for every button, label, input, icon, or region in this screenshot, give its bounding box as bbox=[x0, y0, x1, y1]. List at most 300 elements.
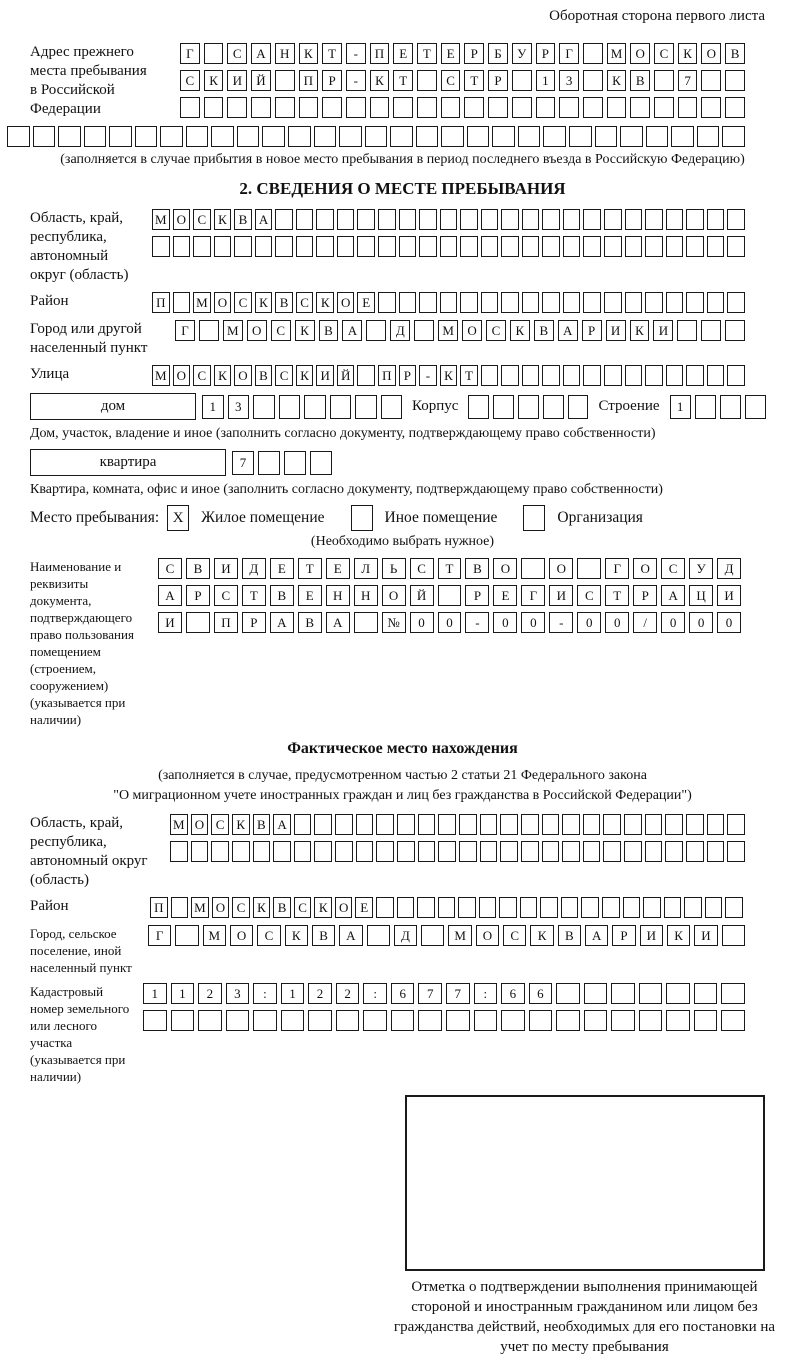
char-cell[interactable] bbox=[720, 395, 741, 419]
char-cell[interactable] bbox=[521, 558, 545, 579]
char-cell[interactable]: О bbox=[337, 292, 355, 313]
char-cell[interactable] bbox=[501, 365, 519, 386]
char-cell[interactable] bbox=[199, 320, 219, 341]
char-cell[interactable] bbox=[357, 365, 375, 386]
char-cell[interactable] bbox=[109, 126, 132, 147]
char-cell[interactable]: В bbox=[255, 365, 273, 386]
char-cell[interactable]: В bbox=[465, 558, 489, 579]
char-cell[interactable] bbox=[583, 292, 601, 313]
char-cell[interactable] bbox=[281, 1010, 305, 1031]
char-cell[interactable]: М bbox=[203, 925, 226, 946]
char-cell[interactable] bbox=[563, 365, 581, 386]
char-cell[interactable] bbox=[625, 365, 643, 386]
char-cell[interactable] bbox=[686, 209, 704, 230]
char-cell[interactable]: 0 bbox=[689, 612, 713, 633]
char-cell[interactable] bbox=[707, 236, 725, 257]
char-cell[interactable]: В bbox=[186, 558, 210, 579]
char-cell[interactable]: Л bbox=[354, 558, 378, 579]
char-cell[interactable]: И bbox=[214, 558, 238, 579]
char-cell[interactable] bbox=[540, 897, 558, 918]
char-cell[interactable] bbox=[664, 897, 682, 918]
char-cell[interactable] bbox=[440, 292, 458, 313]
char-cell[interactable] bbox=[378, 236, 396, 257]
char-cell[interactable]: О bbox=[212, 897, 230, 918]
char-cell[interactable] bbox=[611, 983, 635, 1004]
char-cell[interactable] bbox=[468, 395, 489, 419]
char-cell[interactable]: К bbox=[204, 70, 224, 91]
char-cell[interactable] bbox=[314, 814, 332, 835]
char-cell[interactable] bbox=[666, 209, 684, 230]
char-cell[interactable] bbox=[393, 97, 413, 118]
char-cell[interactable] bbox=[518, 126, 541, 147]
char-cell[interactable] bbox=[337, 236, 355, 257]
char-cell[interactable] bbox=[694, 983, 718, 1004]
char-cell[interactable] bbox=[666, 1010, 690, 1031]
char-cell[interactable] bbox=[722, 126, 745, 147]
char-cell[interactable] bbox=[686, 814, 704, 835]
char-cell[interactable] bbox=[536, 97, 556, 118]
char-cell[interactable] bbox=[701, 70, 721, 91]
char-cell[interactable]: О bbox=[633, 558, 657, 579]
char-cell[interactable]: 2 bbox=[308, 983, 332, 1004]
char-cell[interactable]: Ц bbox=[689, 585, 713, 606]
char-cell[interactable] bbox=[583, 209, 601, 230]
char-cell[interactable] bbox=[562, 841, 580, 862]
char-cell[interactable]: 0 bbox=[438, 612, 462, 633]
char-cell[interactable]: Р bbox=[536, 43, 556, 64]
char-cell[interactable] bbox=[620, 126, 643, 147]
char-cell[interactable]: 7 bbox=[232, 451, 254, 475]
char-cell[interactable]: К bbox=[607, 70, 627, 91]
char-cell[interactable]: В bbox=[273, 897, 291, 918]
char-cell[interactable] bbox=[645, 209, 663, 230]
char-cell[interactable] bbox=[725, 97, 745, 118]
char-cell[interactable]: В bbox=[253, 814, 271, 835]
char-cell[interactable] bbox=[175, 925, 198, 946]
char-cell[interactable] bbox=[251, 97, 271, 118]
char-cell[interactable] bbox=[214, 236, 232, 257]
char-cell[interactable]: С bbox=[441, 70, 461, 91]
char-cell[interactable] bbox=[294, 814, 312, 835]
char-cell[interactable]: Т bbox=[460, 365, 478, 386]
char-cell[interactable]: Е bbox=[355, 897, 373, 918]
char-cell[interactable] bbox=[563, 292, 581, 313]
char-cell[interactable]: Й bbox=[251, 70, 271, 91]
char-cell[interactable]: Д bbox=[390, 320, 410, 341]
char-cell[interactable] bbox=[441, 126, 464, 147]
char-cell[interactable] bbox=[520, 897, 538, 918]
char-cell[interactable] bbox=[645, 365, 663, 386]
char-cell[interactable] bbox=[417, 897, 435, 918]
char-cell[interactable] bbox=[727, 841, 745, 862]
char-cell[interactable]: 0 bbox=[521, 612, 545, 633]
char-cell[interactable] bbox=[275, 70, 295, 91]
char-cell[interactable]: Г bbox=[521, 585, 545, 606]
char-cell[interactable]: С bbox=[214, 585, 238, 606]
char-cell[interactable]: К bbox=[299, 43, 319, 64]
char-cell[interactable]: 6 bbox=[529, 983, 553, 1004]
char-cell[interactable] bbox=[542, 236, 560, 257]
char-cell[interactable] bbox=[356, 814, 374, 835]
char-cell[interactable] bbox=[399, 209, 417, 230]
char-cell[interactable]: В bbox=[319, 320, 339, 341]
char-cell[interactable]: А bbox=[585, 925, 608, 946]
char-cell[interactable] bbox=[378, 209, 396, 230]
char-cell[interactable] bbox=[488, 97, 508, 118]
char-cell[interactable] bbox=[363, 1010, 387, 1031]
char-cell[interactable]: С bbox=[654, 43, 674, 64]
char-cell[interactable] bbox=[725, 320, 745, 341]
char-cell[interactable] bbox=[543, 395, 564, 419]
char-cell[interactable] bbox=[464, 97, 484, 118]
char-cell[interactable] bbox=[542, 292, 560, 313]
char-cell[interactable]: В bbox=[270, 585, 294, 606]
char-cell[interactable]: П bbox=[152, 292, 170, 313]
char-cell[interactable]: К bbox=[214, 209, 232, 230]
char-cell[interactable] bbox=[583, 43, 603, 64]
char-cell[interactable] bbox=[262, 126, 285, 147]
char-cell[interactable] bbox=[143, 1010, 167, 1031]
char-cell[interactable] bbox=[376, 897, 394, 918]
char-cell[interactable]: С bbox=[211, 814, 229, 835]
char-cell[interactable]: В bbox=[725, 43, 745, 64]
char-cell[interactable]: Т bbox=[322, 43, 342, 64]
char-cell[interactable] bbox=[624, 841, 642, 862]
char-cell[interactable]: О bbox=[462, 320, 482, 341]
char-cell[interactable] bbox=[542, 209, 560, 230]
char-cell[interactable] bbox=[227, 97, 247, 118]
char-cell[interactable]: К bbox=[510, 320, 530, 341]
char-cell[interactable] bbox=[365, 126, 388, 147]
checkbox-inoe[interactable] bbox=[351, 505, 373, 531]
char-cell[interactable] bbox=[234, 236, 252, 257]
char-cell[interactable]: : bbox=[474, 983, 498, 1004]
char-cell[interactable]: Г bbox=[175, 320, 195, 341]
char-cell[interactable] bbox=[173, 292, 191, 313]
char-cell[interactable]: И bbox=[549, 585, 573, 606]
char-cell[interactable]: С bbox=[275, 365, 293, 386]
char-cell[interactable] bbox=[522, 236, 540, 257]
char-cell[interactable] bbox=[418, 814, 436, 835]
char-cell[interactable] bbox=[569, 126, 592, 147]
char-cell[interactable]: О bbox=[630, 43, 650, 64]
char-cell[interactable] bbox=[180, 97, 200, 118]
char-cell[interactable]: С bbox=[271, 320, 291, 341]
char-cell[interactable] bbox=[522, 209, 540, 230]
char-cell[interactable] bbox=[314, 126, 337, 147]
char-cell[interactable] bbox=[666, 236, 684, 257]
char-cell[interactable] bbox=[583, 97, 603, 118]
char-cell[interactable]: И bbox=[606, 320, 626, 341]
char-cell[interactable] bbox=[727, 365, 745, 386]
char-cell[interactable] bbox=[677, 320, 697, 341]
char-cell[interactable]: 2 bbox=[336, 983, 360, 1004]
char-cell[interactable] bbox=[701, 320, 721, 341]
char-cell[interactable]: С bbox=[180, 70, 200, 91]
char-cell[interactable] bbox=[501, 1010, 525, 1031]
char-cell[interactable] bbox=[226, 1010, 250, 1031]
char-cell[interactable] bbox=[198, 1010, 222, 1031]
char-cell[interactable] bbox=[603, 841, 621, 862]
char-cell[interactable]: Е bbox=[298, 585, 322, 606]
char-cell[interactable]: Д bbox=[242, 558, 266, 579]
char-cell[interactable] bbox=[417, 70, 437, 91]
char-cell[interactable] bbox=[501, 236, 519, 257]
char-cell[interactable]: Д bbox=[394, 925, 417, 946]
char-cell[interactable]: С bbox=[294, 897, 312, 918]
char-cell[interactable] bbox=[543, 126, 566, 147]
char-cell[interactable] bbox=[607, 97, 627, 118]
char-cell[interactable] bbox=[275, 236, 293, 257]
char-cell[interactable]: Н bbox=[326, 585, 350, 606]
char-cell[interactable] bbox=[480, 841, 498, 862]
char-cell[interactable] bbox=[186, 612, 210, 633]
char-cell[interactable] bbox=[707, 814, 725, 835]
char-cell[interactable] bbox=[399, 236, 417, 257]
char-cell[interactable]: А bbox=[661, 585, 685, 606]
char-cell[interactable] bbox=[316, 236, 334, 257]
char-cell[interactable] bbox=[630, 97, 650, 118]
char-cell[interactable]: 1 bbox=[143, 983, 167, 1004]
char-cell[interactable]: К bbox=[253, 897, 271, 918]
char-cell[interactable]: В bbox=[312, 925, 335, 946]
char-cell[interactable]: Е bbox=[357, 292, 375, 313]
char-cell[interactable] bbox=[381, 395, 403, 419]
char-cell[interactable] bbox=[671, 126, 694, 147]
char-cell[interactable] bbox=[666, 365, 684, 386]
char-cell[interactable]: К bbox=[678, 43, 698, 64]
char-cell[interactable] bbox=[440, 236, 458, 257]
char-cell[interactable] bbox=[512, 97, 532, 118]
char-cell[interactable]: С bbox=[577, 585, 601, 606]
char-cell[interactable]: 0 bbox=[717, 612, 741, 633]
char-cell[interactable] bbox=[583, 814, 601, 835]
char-cell[interactable]: Р bbox=[633, 585, 657, 606]
char-cell[interactable]: 0 bbox=[410, 612, 434, 633]
char-cell[interactable]: А bbox=[558, 320, 578, 341]
char-cell[interactable]: О bbox=[335, 897, 353, 918]
char-cell[interactable]: Т bbox=[464, 70, 484, 91]
char-cell[interactable] bbox=[438, 897, 456, 918]
char-cell[interactable] bbox=[697, 126, 720, 147]
char-cell[interactable]: А bbox=[342, 320, 362, 341]
char-cell[interactable]: - bbox=[346, 43, 366, 64]
char-cell[interactable]: В bbox=[558, 925, 581, 946]
char-cell[interactable]: К bbox=[295, 320, 315, 341]
char-cell[interactable]: К bbox=[630, 320, 650, 341]
char-cell[interactable]: Т bbox=[605, 585, 629, 606]
char-cell[interactable] bbox=[562, 814, 580, 835]
char-cell[interactable]: О bbox=[549, 558, 573, 579]
char-cell[interactable] bbox=[355, 395, 377, 419]
char-cell[interactable]: Р bbox=[242, 612, 266, 633]
char-cell[interactable]: О bbox=[476, 925, 499, 946]
char-cell[interactable]: С bbox=[193, 365, 211, 386]
char-cell[interactable] bbox=[492, 126, 515, 147]
char-cell[interactable]: М bbox=[170, 814, 188, 835]
char-cell[interactable] bbox=[419, 209, 437, 230]
char-cell[interactable]: О bbox=[493, 558, 517, 579]
char-cell[interactable]: М bbox=[223, 320, 243, 341]
char-cell[interactable] bbox=[625, 236, 643, 257]
char-cell[interactable]: 7 bbox=[678, 70, 698, 91]
char-cell[interactable] bbox=[397, 897, 415, 918]
char-cell[interactable]: С bbox=[661, 558, 685, 579]
char-cell[interactable] bbox=[397, 841, 415, 862]
char-cell[interactable]: Г bbox=[180, 43, 200, 64]
char-cell[interactable]: Т bbox=[242, 585, 266, 606]
char-cell[interactable] bbox=[522, 292, 540, 313]
char-cell[interactable] bbox=[397, 814, 415, 835]
char-cell[interactable]: М bbox=[152, 365, 170, 386]
char-cell[interactable] bbox=[666, 983, 690, 1004]
char-cell[interactable] bbox=[304, 395, 326, 419]
char-cell[interactable] bbox=[171, 1010, 195, 1031]
char-cell[interactable]: С bbox=[410, 558, 434, 579]
char-cell[interactable] bbox=[186, 126, 209, 147]
char-cell[interactable] bbox=[171, 897, 189, 918]
char-cell[interactable]: У bbox=[512, 43, 532, 64]
char-cell[interactable] bbox=[288, 126, 311, 147]
char-cell[interactable]: Е bbox=[493, 585, 517, 606]
char-cell[interactable] bbox=[58, 126, 81, 147]
char-cell[interactable] bbox=[481, 236, 499, 257]
char-cell[interactable]: А bbox=[326, 612, 350, 633]
char-cell[interactable]: 0 bbox=[661, 612, 685, 633]
char-cell[interactable] bbox=[665, 814, 683, 835]
char-cell[interactable]: И bbox=[653, 320, 673, 341]
char-cell[interactable]: Й bbox=[410, 585, 434, 606]
char-cell[interactable] bbox=[583, 236, 601, 257]
char-cell[interactable] bbox=[707, 209, 725, 230]
char-cell[interactable] bbox=[33, 126, 56, 147]
char-cell[interactable] bbox=[583, 365, 601, 386]
char-cell[interactable]: И bbox=[694, 925, 717, 946]
char-cell[interactable] bbox=[556, 1010, 580, 1031]
char-cell[interactable] bbox=[563, 209, 581, 230]
char-cell[interactable]: - bbox=[346, 70, 366, 91]
char-cell[interactable] bbox=[390, 126, 413, 147]
char-cell[interactable] bbox=[460, 236, 478, 257]
char-cell[interactable] bbox=[501, 292, 519, 313]
char-cell[interactable]: : bbox=[363, 983, 387, 1004]
char-cell[interactable]: 2 bbox=[198, 983, 222, 1004]
char-cell[interactable] bbox=[441, 97, 461, 118]
char-cell[interactable] bbox=[559, 97, 579, 118]
char-cell[interactable]: 0 bbox=[605, 612, 629, 633]
char-cell[interactable] bbox=[542, 841, 560, 862]
char-cell[interactable] bbox=[481, 209, 499, 230]
char-cell[interactable] bbox=[501, 209, 519, 230]
char-cell[interactable]: А bbox=[273, 814, 291, 835]
char-cell[interactable] bbox=[727, 292, 745, 313]
char-cell[interactable] bbox=[604, 236, 622, 257]
char-cell[interactable] bbox=[296, 236, 314, 257]
char-cell[interactable] bbox=[584, 1010, 608, 1031]
char-cell[interactable] bbox=[258, 451, 280, 475]
char-cell[interactable]: О bbox=[173, 365, 191, 386]
checkbox-zhiloe[interactable]: X bbox=[167, 505, 189, 531]
char-cell[interactable] bbox=[421, 925, 444, 946]
char-cell[interactable] bbox=[518, 395, 539, 419]
char-cell[interactable] bbox=[376, 841, 394, 862]
char-cell[interactable]: Р bbox=[186, 585, 210, 606]
char-cell[interactable] bbox=[604, 365, 622, 386]
char-cell[interactable]: 3 bbox=[228, 395, 250, 419]
char-cell[interactable] bbox=[367, 925, 390, 946]
char-cell[interactable] bbox=[314, 841, 332, 862]
char-cell[interactable] bbox=[595, 126, 618, 147]
char-cell[interactable] bbox=[725, 897, 743, 918]
char-cell[interactable] bbox=[646, 126, 669, 147]
char-cell[interactable] bbox=[310, 451, 332, 475]
char-cell[interactable] bbox=[639, 1010, 663, 1031]
char-cell[interactable]: Е bbox=[393, 43, 413, 64]
char-cell[interactable]: К bbox=[530, 925, 553, 946]
char-cell[interactable] bbox=[399, 292, 417, 313]
char-cell[interactable]: 3 bbox=[559, 70, 579, 91]
char-cell[interactable]: В bbox=[275, 292, 293, 313]
checkbox-organizatsiya[interactable] bbox=[523, 505, 545, 531]
char-cell[interactable]: Р bbox=[465, 585, 489, 606]
char-cell[interactable]: В bbox=[234, 209, 252, 230]
char-cell[interactable] bbox=[563, 236, 581, 257]
char-cell[interactable]: И bbox=[227, 70, 247, 91]
char-cell[interactable]: - bbox=[549, 612, 573, 633]
char-cell[interactable]: К bbox=[255, 292, 273, 313]
char-cell[interactable]: С bbox=[486, 320, 506, 341]
char-cell[interactable]: / bbox=[633, 612, 657, 633]
char-cell[interactable] bbox=[322, 97, 342, 118]
char-cell[interactable]: К bbox=[285, 925, 308, 946]
char-cell[interactable] bbox=[556, 983, 580, 1004]
char-cell[interactable]: М bbox=[438, 320, 458, 341]
char-cell[interactable]: И bbox=[158, 612, 182, 633]
char-cell[interactable] bbox=[624, 814, 642, 835]
char-cell[interactable] bbox=[370, 97, 390, 118]
char-cell[interactable] bbox=[376, 814, 394, 835]
char-cell[interactable]: - bbox=[465, 612, 489, 633]
char-cell[interactable] bbox=[354, 612, 378, 633]
char-cell[interactable]: 6 bbox=[501, 983, 525, 1004]
char-cell[interactable] bbox=[481, 292, 499, 313]
char-cell[interactable]: С bbox=[158, 558, 182, 579]
char-cell[interactable] bbox=[725, 70, 745, 91]
char-cell[interactable] bbox=[602, 897, 620, 918]
char-cell[interactable]: Р bbox=[488, 70, 508, 91]
char-cell[interactable]: И bbox=[316, 365, 334, 386]
char-cell[interactable] bbox=[645, 841, 663, 862]
char-cell[interactable] bbox=[542, 365, 560, 386]
char-cell[interactable] bbox=[745, 395, 766, 419]
char-cell[interactable]: П bbox=[299, 70, 319, 91]
char-cell[interactable]: М bbox=[607, 43, 627, 64]
char-cell[interactable]: С bbox=[227, 43, 247, 64]
char-cell[interactable] bbox=[204, 97, 224, 118]
char-cell[interactable]: Е bbox=[270, 558, 294, 579]
char-cell[interactable]: Е bbox=[326, 558, 350, 579]
char-cell[interactable] bbox=[645, 236, 663, 257]
char-cell[interactable] bbox=[529, 1010, 553, 1031]
char-cell[interactable] bbox=[339, 126, 362, 147]
char-cell[interactable] bbox=[459, 814, 477, 835]
char-cell[interactable] bbox=[678, 97, 698, 118]
char-cell[interactable]: К bbox=[314, 897, 332, 918]
char-cell[interactable]: В bbox=[298, 612, 322, 633]
char-cell[interactable]: О bbox=[214, 292, 232, 313]
char-cell[interactable]: А bbox=[158, 585, 182, 606]
char-cell[interactable] bbox=[666, 292, 684, 313]
